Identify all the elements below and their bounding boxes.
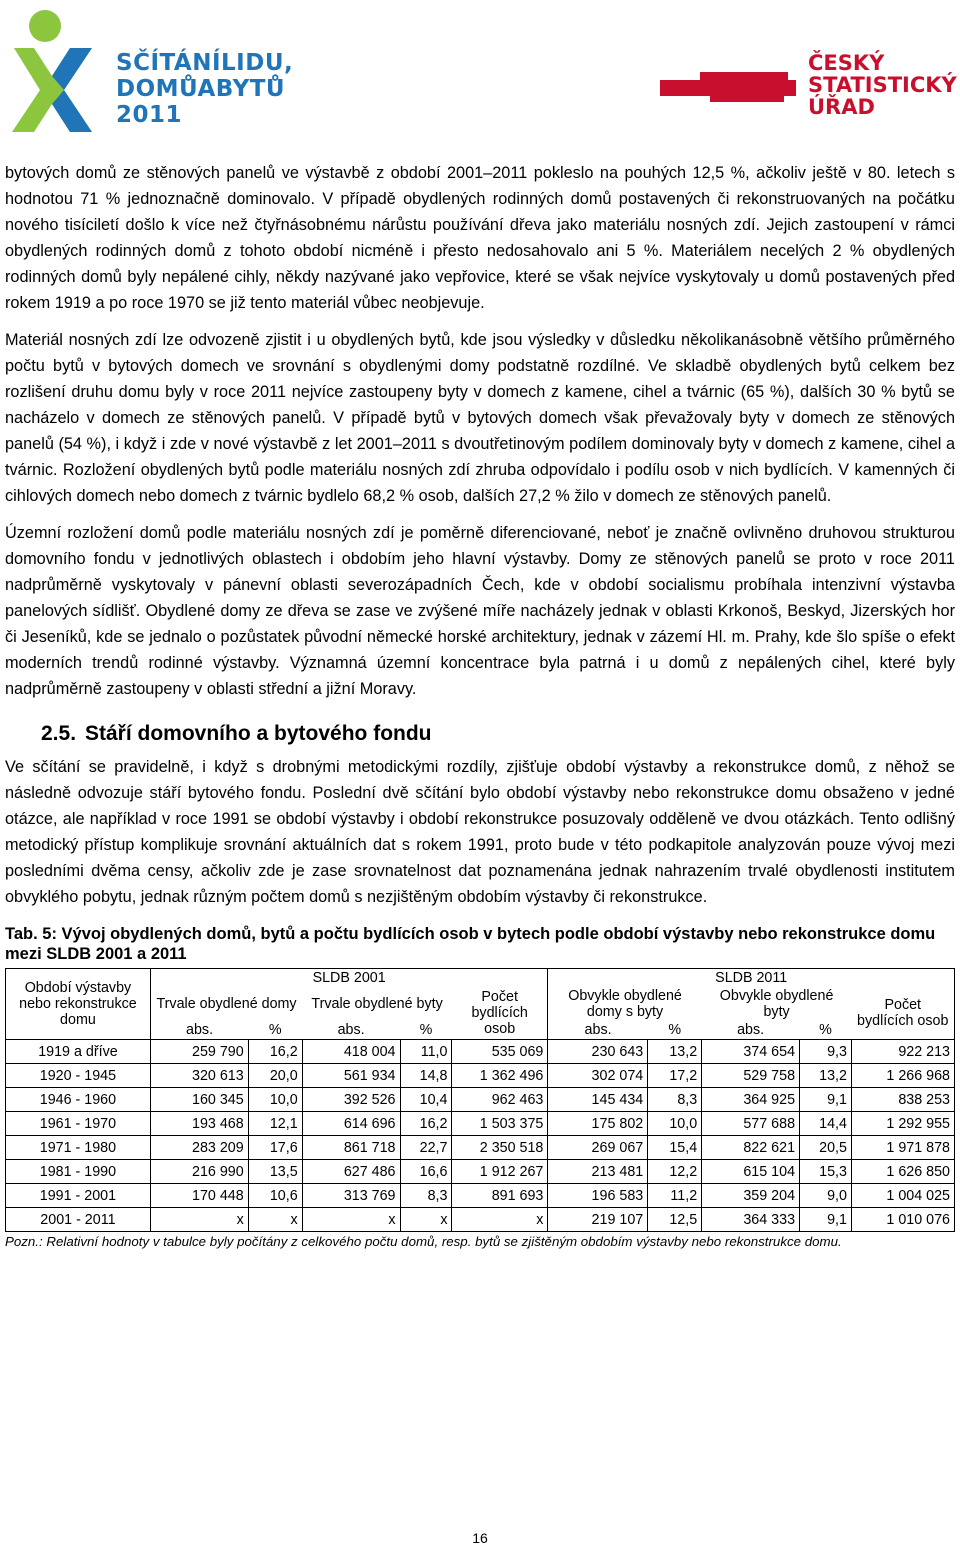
row-period-label: 1981 - 1990 [6, 1160, 151, 1184]
table-cell: 20,0 [248, 1064, 302, 1088]
table-cell: 10,0 [248, 1088, 302, 1112]
table-cell: 10,6 [248, 1184, 302, 1208]
group-header-2001: SLDB 2001 [150, 969, 548, 988]
table-note: Pozn.: Relativní hodnoty v tabulce byly počítány z celkového počtu domů, resp. bytů se zjištěným obdobím výstavby nebo rekonstrukce domu. [5, 1234, 842, 1249]
table-cell: 1 292 955 [851, 1112, 954, 1136]
paragraph-3: Územní rozložení domů podle materiálu nosných zdí je poměrně diferenciované, neboť je značně ovlivněno druhovou strukturou domovního fondu v jednotlivých oblastech i obdobím jeho hlavní výstavby. Domy ze stěnových panelů se proto v roce 2011 nadprůměrně vyskytovaly v pánevní oblasti severozápadních Čech, kde v období socialismu probíhala intenzivní výstavba panelových sídlišť. Obydlené domy ze dřeva se zase ve zvýšené míře nacházely jednak v oblasti Krkonoš, Beskyd, Jizerských hor či Jeseníků, kde se jednalo o pozůstatek původní německé horské architektury, jednak v zázemí Hl. m. Prahy, kde šlo spíše o efekt moderních trendů rodinné výstavby. Významná územní koncentrace byla patrná i u domů z nepálených cihel, které byly nadprůměrně zastoupeny v oblasti střední a jižní Moravy. [5, 524, 955, 698]
section-title: Stáří domovního a bytového fondu [85, 722, 432, 745]
sldb-2011-logo [8, 6, 298, 136]
table-cell: 14,4 [800, 1112, 852, 1136]
table-cell: 12,5 [648, 1208, 702, 1232]
subheader-pct: % [400, 1021, 452, 1040]
table-cell: 20,5 [800, 1136, 852, 1160]
table-cell: 627 486 [302, 1160, 400, 1184]
table-row [6, 1040, 955, 1064]
table-cell: 12,2 [648, 1160, 702, 1184]
table-cell: 13,5 [248, 1160, 302, 1184]
table-row [6, 1088, 955, 1112]
page-number: 16 [472, 1530, 488, 1546]
table-cell: 283 209 [150, 1136, 248, 1160]
table-cell: 1 971 878 [851, 1136, 954, 1160]
table-caption: Tab. 5: Vývoj obydlených domů, bytů a počtu bydlících osob v bytech podle období výstavby nebo rekonstrukce domu mezi SLDB 2001 a 2011 [5, 925, 936, 963]
table-cell: 175 802 [548, 1112, 648, 1136]
col-header-2011-flats: Obvykle obydlené byty [719, 988, 834, 1020]
page-header [0, 0, 960, 150]
table-cell: 13,2 [648, 1040, 702, 1064]
paragraph-2: Materiál nosných zdí lze odvozeně zjistit i u obydlených bytů, kde jsou výsledky v důsledku několikanásobně většího průměrného počtu bytů v bytových domech ve srovnání s obydlenými domy podstatně rozdílné. Ve skladbě obydlených bytů celkem bez rozlišení druhu domu byly v roce 2011 nejvíce zastoupeny byty v domech z kamene, cihel a tvárnic (65 %), dalších 30 % bytů se nacházelo v domech ze stěnových panelů. V případě bytů v bytových domech však převažovaly byty v domech ze stěnových panelů (54 %), i když i zde v nové výstavbě z let 2001–2011 s dvoutřetinovým podílem dominovaly byty v domech z kamene, cihel a tvárnic. Rozložení obydlených bytů podle materiálu nosných zdí zhruba odpovídalo i podílu osob v nich bydlících. V kamenných či cihlových domech nebo domech z tvárnic bydlelo 68,2 % osob, dalších 27,2 % žilo v domech ze stěnových panelů. [5, 331, 955, 505]
table-body [6, 1040, 955, 1232]
table-cell: 17,6 [248, 1136, 302, 1160]
table-cell: 615 104 [702, 1160, 800, 1184]
table-cell: 614 696 [302, 1112, 400, 1136]
table-row [6, 1160, 955, 1184]
table-cell: 1 362 496 [452, 1064, 548, 1088]
sldb-logo-line-3: 2011 [116, 102, 183, 128]
row-header-cell: Období výstavby nebo rekonstrukce domu [6, 969, 151, 1040]
table-cell: 170 448 [150, 1184, 248, 1208]
table-cell: 418 004 [302, 1040, 400, 1064]
czso-logo-line-1: ČESKÝ [808, 51, 885, 75]
table-cell: 16,2 [400, 1112, 452, 1136]
table-cell: 216 990 [150, 1160, 248, 1184]
table-cell: x [452, 1208, 548, 1232]
table-cell: 1 503 375 [452, 1112, 548, 1136]
table-cell: 9,0 [800, 1184, 852, 1208]
table-cell: 213 481 [548, 1160, 648, 1184]
table-cell: 962 463 [452, 1088, 548, 1112]
row-period-label: 1961 - 1970 [6, 1112, 151, 1136]
table-cell: 1 266 968 [851, 1064, 954, 1088]
census-figure-logo-icon [8, 6, 118, 136]
czso-emblem-icon [660, 52, 800, 122]
table-cell: 9,1 [800, 1208, 852, 1232]
table-cell: 15,4 [648, 1136, 702, 1160]
col-header-2001-flats: Trvale obydlené byty [311, 996, 443, 1012]
table-cell: 269 067 [548, 1136, 648, 1160]
table-cell: 16,6 [400, 1160, 452, 1184]
table-cell: 17,2 [648, 1064, 702, 1088]
col-header-2001-persons: Počet bydlících osob [452, 987, 548, 1040]
table-row [6, 1184, 955, 1208]
sldb-logo-line-2: DOMŮABYTŮ [116, 76, 286, 102]
table-cell: 230 643 [548, 1040, 648, 1064]
table-cell: 320 613 [150, 1064, 248, 1088]
table-cell: 922 213 [851, 1040, 954, 1064]
table-cell: 1 010 076 [851, 1208, 954, 1232]
table-cell: 196 583 [548, 1184, 648, 1208]
subheader-abs: abs. [302, 1021, 400, 1040]
table-cell: x [400, 1208, 452, 1232]
table-cell: 364 925 [702, 1088, 800, 1112]
table-cell: 14,8 [400, 1064, 452, 1088]
table-cell: x [302, 1208, 400, 1232]
table-cell: 9,3 [800, 1040, 852, 1064]
subheader-abs: abs. [548, 1021, 648, 1040]
table-cell: 8,3 [400, 1184, 452, 1208]
group-header-2011: SLDB 2011 [548, 969, 955, 988]
table-row [6, 1136, 955, 1160]
table-cell: 1 626 850 [851, 1160, 954, 1184]
table-cell: 374 654 [702, 1040, 800, 1064]
subheader-pct: % [248, 1021, 302, 1040]
table-cell: 359 204 [702, 1184, 800, 1208]
table-cell: 838 253 [851, 1088, 954, 1112]
table-cell: 2 350 518 [452, 1136, 548, 1160]
table-cell: 12,1 [248, 1112, 302, 1136]
table-row [6, 1064, 955, 1088]
col-header-2011-persons: Počet bydlících osob [851, 987, 954, 1040]
section-number: 2.5. [41, 722, 77, 745]
row-period-label: 1971 - 1980 [6, 1136, 151, 1160]
subheader-abs: abs. [702, 1021, 800, 1040]
table-cell: 1 912 267 [452, 1160, 548, 1184]
czso-logo-line-2: STATISTICKÝ [808, 73, 957, 97]
czso-logo-line-3: ÚŘAD [808, 95, 875, 119]
czso-logo [660, 52, 955, 132]
row-period-label: 1991 - 2001 [6, 1184, 151, 1208]
row-period-label: 2001 - 2011 [6, 1208, 151, 1232]
table-cell: 561 934 [302, 1064, 400, 1088]
czso-logo-text [808, 52, 957, 118]
table-cell: 259 790 [150, 1040, 248, 1064]
table-cell: 219 107 [548, 1208, 648, 1232]
table-cell: 10,4 [400, 1088, 452, 1112]
paragraph-4: Ve sčítání se pravidelně, i když s drobnými metodickými rozdíly, zjišťuje období výstavby a rekonstrukce domů, z něhož se následně odvozuje stáří bytového fondu. Poslední dvě sčítání bylo období výstavby nebo rekonstrukce domu obsaženo v jedné otázce, ale například v roce 1991 se období výstavby i období rekonstrukce posuzovaly odděleně ve dvou otázkách. Tento odlišný metodický přístup komplikuje srovnání aktuálních dat s rokem 1991, proto bude v této podkapitole analyzován pouze vývoj mezi posledními dvěma censy, ačkoliv zde je zase srovnatelnost dat poznamenána jednak nahrazením trvalé obydlenosti institutem obvyklého pobytu, jednak různým počtem domů s nezjištěným obdobím výstavby či rekonstrukce. [5, 758, 955, 906]
col-header-2001-houses: Trvale obydlené domy [150, 987, 302, 1021]
table-cell: 891 693 [452, 1184, 548, 1208]
table-cell: 15,3 [800, 1160, 852, 1184]
table-cell: 1 004 025 [851, 1184, 954, 1208]
table-cell: 10,0 [648, 1112, 702, 1136]
table-row [6, 1112, 955, 1136]
table-cell: 160 345 [150, 1088, 248, 1112]
table-cell: 861 718 [302, 1136, 400, 1160]
table-cell: x [150, 1208, 248, 1232]
table-cell: 11,2 [648, 1184, 702, 1208]
document-body [5, 160, 955, 1250]
subheader-pct: % [648, 1021, 702, 1040]
table-cell: 302 074 [548, 1064, 648, 1088]
table-cell: 313 769 [302, 1184, 400, 1208]
data-table [5, 968, 955, 1232]
table-cell: 11,0 [400, 1040, 452, 1064]
row-period-label: 1920 - 1945 [6, 1064, 151, 1088]
table-cell: 392 526 [302, 1088, 400, 1112]
table-cell: 9,1 [800, 1088, 852, 1112]
table-row [6, 1208, 955, 1232]
sldb-logo-line-1: SČÍTÁNÍLIDU, [116, 50, 294, 76]
table-cell: 13,2 [800, 1064, 852, 1088]
paragraph-1: bytových domů ze stěnových panelů ve výstavbě z období 2001–2011 pokleslo na pouhých 12,5 %, ačkoliv ještě v 80. letech s hodnotou 71 % jednoznačně dominovalo. V případě obydlených rodinných domů postavených či rekonstruovaných na počátku nového tisíciletí došlo k více než čtyřnásobnému nárůstu používání dřeva jako materiálu nosných zdí. Jejich zastoupení v rámci obydlených rodinných domů z tohoto období nicméně i přesto nedosahovalo ani 5 %. Materiálem necelých 2 % obydlených rodinných domů byly nepálené cihly, někdy nazývané jako vepřovice, které se však nejvíce vyskytovaly u domů postavených před rokem 1919 a po roce 1970 se již tento materiál vůbec neobjevuje. [5, 164, 955, 312]
table-cell: x [248, 1208, 302, 1232]
table-cell: 529 758 [702, 1064, 800, 1088]
table-cell: 364 333 [702, 1208, 800, 1232]
table-cell: 577 688 [702, 1112, 800, 1136]
sldb-logo-text [116, 50, 293, 128]
subheader-pct: % [800, 1021, 852, 1040]
subheader-abs: abs. [150, 1021, 248, 1040]
section-heading [41, 720, 955, 748]
table-cell: 193 468 [150, 1112, 248, 1136]
table-cell: 16,2 [248, 1040, 302, 1064]
table-cell: 22,7 [400, 1136, 452, 1160]
col-header-2011-houses: Obvykle obydlené domy s byty [548, 987, 702, 1021]
table-cell: 822 621 [702, 1136, 800, 1160]
row-period-label: 1946 - 1960 [6, 1088, 151, 1112]
table-cell: 535 069 [452, 1040, 548, 1064]
table-cell: 8,3 [648, 1088, 702, 1112]
row-period-label: 1919 a dříve [6, 1040, 151, 1064]
table-cell: 145 434 [548, 1088, 648, 1112]
